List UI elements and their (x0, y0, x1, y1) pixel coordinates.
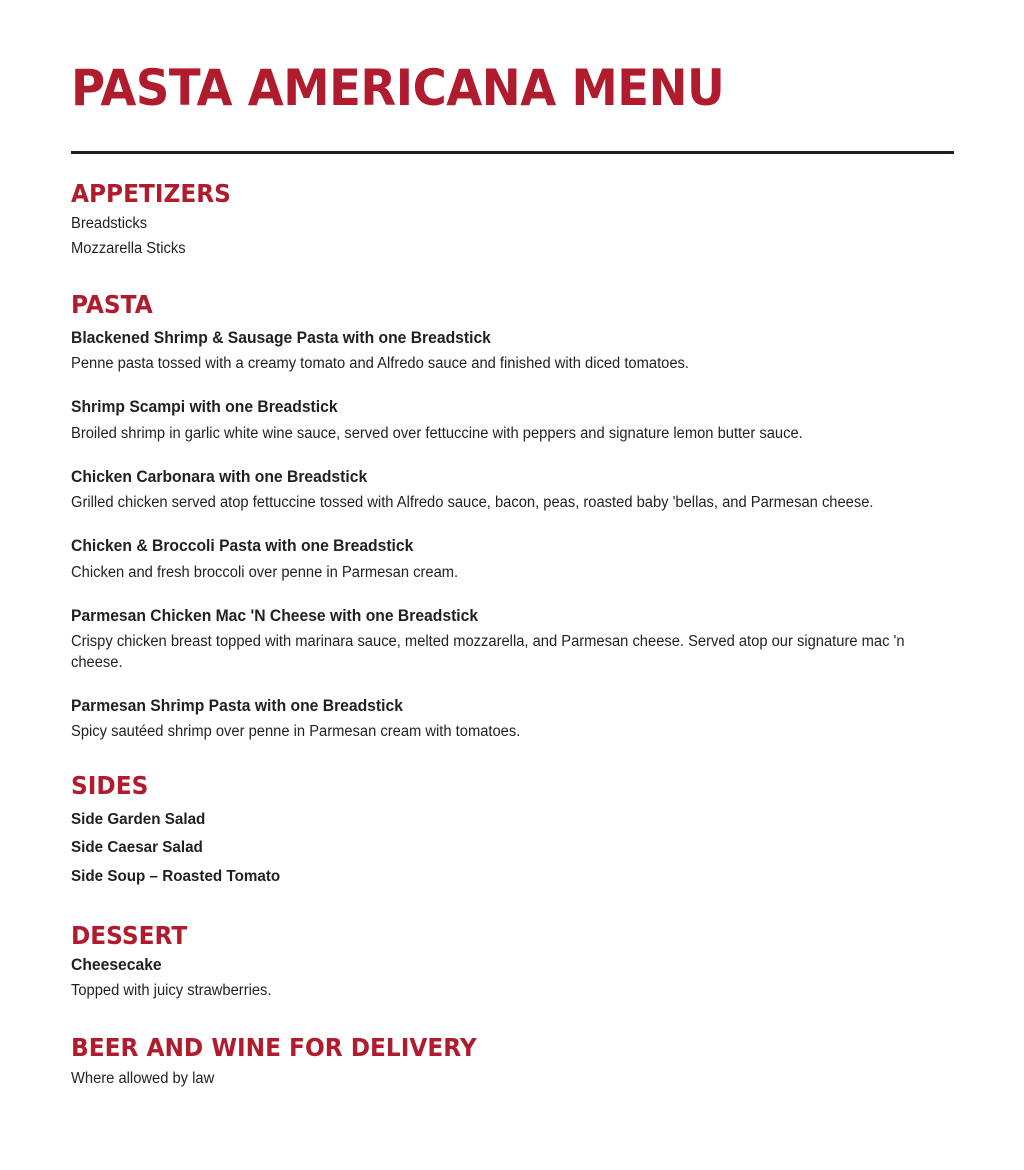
menu-item (71, 328, 954, 375)
menu-item (71, 536, 954, 583)
menu-item-description: Grilled chicken served atop fettuccine tossed with Alfredo sauce, bacon, peas, roasted baby 'bellas, and Parmesan cheese. (71, 494, 874, 512)
section-sides (71, 772, 954, 891)
menu-item-name: Shrimp Scampi with one Breadstick (71, 398, 338, 417)
menu-item-description: Spicy sautéed shrimp over penne in Parmesan cream with tomatoes. (71, 723, 521, 741)
list-item: Side Garden Salad (71, 810, 206, 828)
page-title: PASTA AMERICANA MENU (71, 59, 725, 117)
list-item: Breadsticks (71, 215, 148, 232)
menu-item (71, 467, 954, 514)
section-beer-and-wine (71, 1034, 954, 1091)
menu-item (71, 606, 954, 673)
section-heading-appetizers: APPETIZERS (71, 178, 231, 208)
section-pasta (71, 291, 954, 742)
menu-item-name: Blackened Shrimp & Sausage Pasta with one Breadstick (71, 328, 491, 347)
section-heading-sides: SIDES (71, 771, 149, 801)
list-item: Side Soup – Roasted Tomato (71, 867, 281, 885)
section-dessert (71, 922, 954, 1001)
section-heading-beer-and-wine: BEER AND WINE FOR DELIVERY (71, 1033, 477, 1063)
menu-item-name: Chicken Carbonara with one Breadstick (71, 467, 368, 486)
menu-item (71, 397, 954, 444)
menu-item (71, 696, 954, 743)
section-heading-pasta: PASTA (71, 290, 153, 320)
list-item: Mozzarella Sticks (71, 240, 186, 258)
section-appetizers (71, 180, 954, 262)
title-divider (71, 151, 954, 154)
menu-item-name: Cheesecake (71, 955, 162, 974)
section-heading-dessert: DESSERT (71, 921, 188, 951)
list-item: Side Caesar Salad (71, 839, 203, 857)
menu-item-name: Parmesan Shrimp Pasta with one Breadstick (71, 696, 403, 715)
section-note: Where allowed by law (71, 1069, 215, 1087)
menu-item-description: Chicken and fresh broccoli over penne in Parmesan cream. (71, 563, 459, 581)
menu-item-description: Crispy chicken breast topped with marinara sauce, melted mozzarella, and Parmesan cheese. Served atop our signature mac 'n cheese. (71, 633, 905, 671)
menu-item-description: Broiled shrimp in garlic white wine sauce, served over fettuccine with peppers and signature lemon butter sauce. (71, 424, 803, 442)
menu-item-name: Chicken & Broccoli Pasta with one Breadstick (71, 537, 414, 556)
menu-item-name: Parmesan Chicken Mac 'N Cheese with one Breadstick (71, 607, 479, 626)
menu-item-description: Topped with juicy strawberries. (71, 982, 272, 1000)
menu-item-description: Penne pasta tossed with a creamy tomato and Alfredo sauce and finished with diced tomatoes. (71, 355, 690, 373)
